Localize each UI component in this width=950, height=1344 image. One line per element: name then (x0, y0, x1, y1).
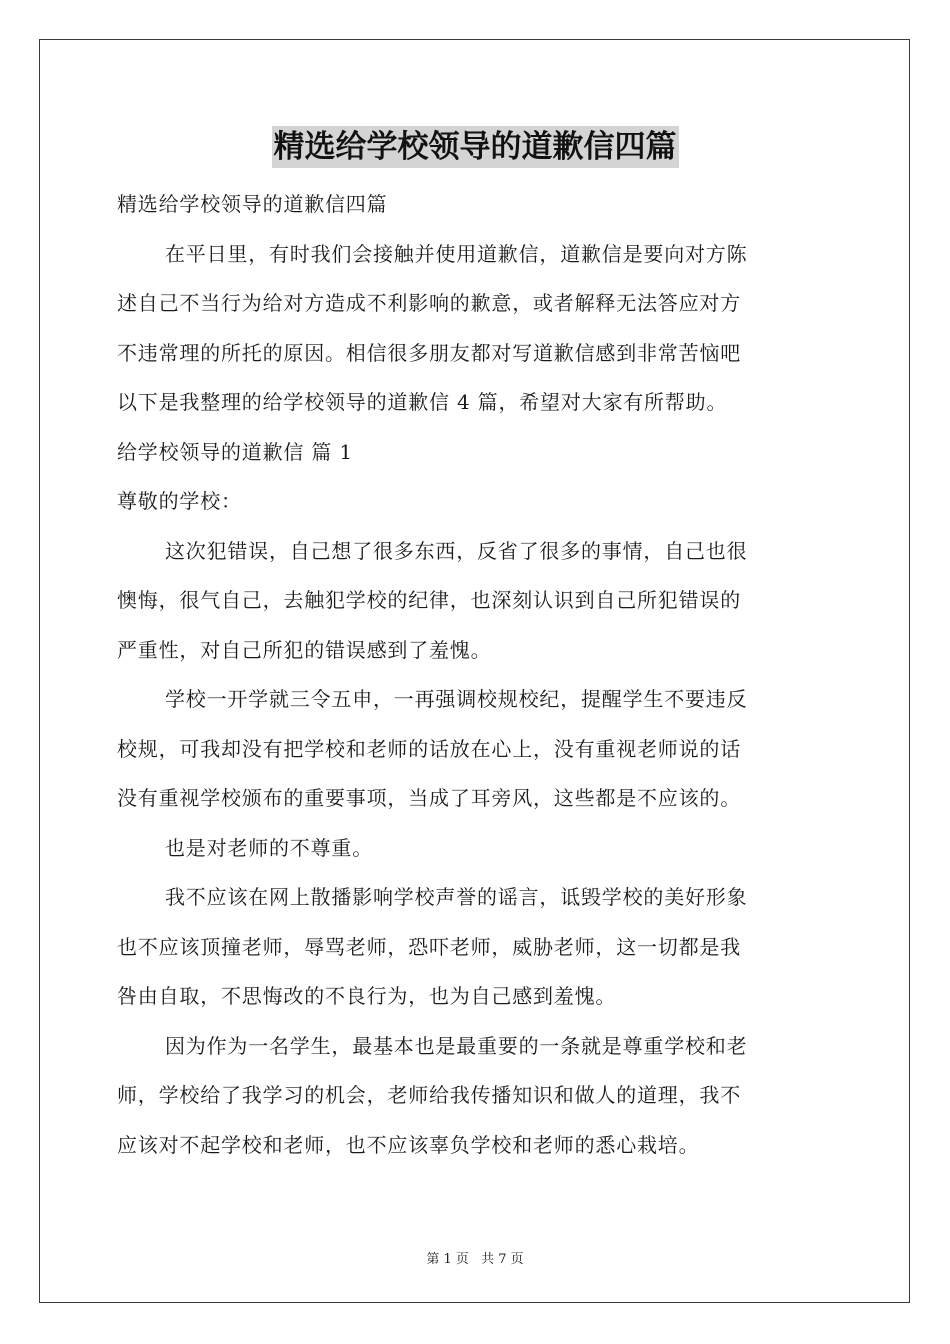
page-number-current: 第 1 页 (426, 1252, 469, 1267)
text-line: 学校一开学就三令五申，一再强调校规校纪，提醒学生不要违反 (165, 687, 748, 711)
text-line: 懊悔，很气自己，去触犯学校的纪律，也深刻认识到自己所犯错误的 (117, 588, 741, 612)
text-line: 精选给学校领导的道歉信四篇 (117, 192, 388, 216)
text-line: 给学校领导的道歉信 篇 1 (117, 439, 353, 464)
document-title: 精选给学校领导的道歉信四篇 (272, 126, 679, 168)
text-line: 应该对不起学校和老师，也不应该辜负学校和老师的悉心栽培。 (117, 1132, 700, 1157)
text-line: 师，学校给了我学习的机会，老师给我传播知识和做人的道理，我不 (117, 1083, 741, 1107)
page-footer (0, 1248, 950, 1267)
text-line: 尊敬的学校： (117, 489, 242, 513)
document-body (117, 180, 837, 1170)
text-line: 校规，可我却没有把学校和老师的话放在心上，没有重视老师说的话 (117, 736, 741, 761)
text-line: 我不应该在网上散播影响学校声誉的谣言，诋毁学校的美好形象 (165, 885, 748, 909)
text-line: 没有重视学校颁布的重要事项，当成了耳旁风，这些都是不应该的。 (117, 786, 741, 810)
text-line: 也是对老师的不尊重。 (165, 835, 373, 860)
text-line: 述自己不当行为给对方造成不利影响的歉意，或者解释无法答应对方 (117, 291, 741, 315)
text-line: 以下是我整理的给学校领导的道歉信 4 篇，希望对大家有所帮助。 (117, 390, 728, 414)
text-line: 不违常理的所托的原因。相信很多朋友都对写道歉信感到非常苦恼吧 (117, 340, 741, 365)
text-line: 这次犯错误，自己想了很多东西，反省了很多的事情，自己也很 (165, 538, 748, 563)
text-line: 严重性，对自己所犯的错误感到了羞愧。 (117, 637, 492, 662)
title-container (0, 126, 950, 168)
text-line: 在平日里，有时我们会接触并使用道歉信，道歉信是要向对方陈 (165, 241, 748, 266)
page-number-total: 共 7 页 (481, 1252, 524, 1267)
text-line: 因为作为一名学生，最基本也是最重要的一条就是尊重学校和老 (165, 1033, 748, 1058)
text-line: 咎由自取，不思悔改的不良行为，也为自己感到羞愧。 (117, 984, 617, 1008)
text-line: 也不应该顶撞老师，辱骂老师，恐吓老师，威胁老师，这一切都是我 (117, 934, 741, 959)
